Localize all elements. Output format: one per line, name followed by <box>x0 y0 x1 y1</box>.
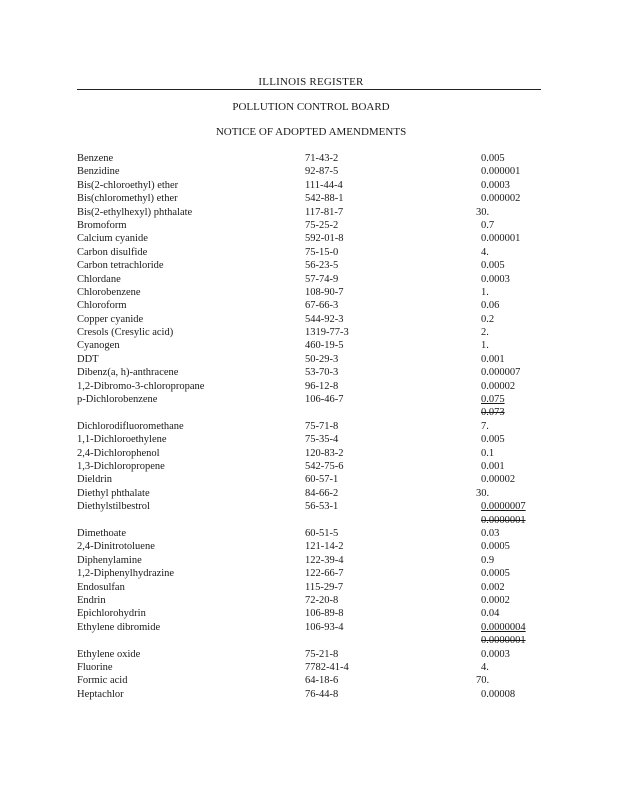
limit-value: 0.005 <box>481 153 505 164</box>
limit-value: 0.2 <box>481 313 495 325</box>
table-row <box>77 259 547 272</box>
table-row <box>77 473 547 486</box>
header-rule <box>77 89 541 90</box>
chemical-name: Dichlorodifluoromethane <box>77 420 184 432</box>
chemical-name: 1,1-Dichloroethylene <box>77 434 167 446</box>
cas-number: 592-01-8 <box>305 233 344 245</box>
cas-number: 108-90-7 <box>305 286 344 298</box>
cas-number: 64-18-6 <box>305 675 339 687</box>
table-row <box>77 433 547 446</box>
table-row <box>77 299 547 312</box>
chemical-name: Benzene <box>77 153 114 164</box>
cas-number: 60-57-1 <box>305 474 339 486</box>
limit-value: 0.00008 <box>481 688 516 700</box>
table-row <box>77 326 547 339</box>
chemical-name: Cyanogen <box>77 340 120 352</box>
table-row <box>77 540 547 553</box>
cas-number: 50-29-3 <box>305 353 339 365</box>
chemical-name: 1,3-Dichloropropene <box>77 461 165 472</box>
limit-value: 0.00002 <box>481 380 516 392</box>
chemical-name: Endosulfan <box>77 581 125 593</box>
notice-title: NOTICE OF ADOPTED AMENDMENTS <box>215 126 407 138</box>
table-row <box>77 487 547 500</box>
cas-number: 7782-41-4 <box>305 661 349 673</box>
limit-value <box>481 621 526 648</box>
agency-title: POLLUTION CONTROL BOARD <box>232 101 390 113</box>
table-row <box>77 152 547 165</box>
limit-value: 0.0005 <box>481 568 510 580</box>
cas-number: 75-35-4 <box>305 434 339 446</box>
chemical-name: Bromoform <box>77 219 127 231</box>
limit-value <box>481 393 505 420</box>
chemical-name: Diethyl phthalate <box>77 487 150 499</box>
cas-number: 115-29-7 <box>305 581 344 593</box>
table-row <box>77 165 547 178</box>
table-row <box>77 353 547 366</box>
limit-value: 0.000001 <box>481 233 521 245</box>
table-row <box>77 621 547 648</box>
limit-value: 1. <box>481 286 489 298</box>
chemical-table <box>77 152 547 701</box>
chemical-name: Calcium cyanide <box>77 233 148 245</box>
table-row <box>77 661 547 674</box>
table-row <box>77 594 547 607</box>
chemical-name: Dibenz(a, h)-anthracene <box>77 367 179 379</box>
chemical-name: Carbon disulfide <box>77 246 148 258</box>
cas-number: 92-87-5 <box>305 166 339 178</box>
table-row <box>77 313 547 326</box>
chemical-name: Ethylene oxide <box>77 648 141 660</box>
cas-number: 53-70-3 <box>305 367 339 379</box>
table-row <box>77 380 547 393</box>
limit-value: 7. <box>481 420 489 432</box>
limit-value: 30. <box>476 487 490 499</box>
table-row <box>77 688 547 701</box>
chemical-name: Chlorobenzene <box>77 286 141 298</box>
table-row <box>77 286 547 299</box>
limit-value: 4. <box>481 246 489 258</box>
deleted-value: 0.0000001 <box>481 635 526 647</box>
table-row <box>77 219 547 232</box>
chemical-name: 2,4-Dichlorophenol <box>77 447 160 459</box>
limit-value: 1. <box>481 340 489 352</box>
limit-value: 0.7 <box>481 219 495 231</box>
cas-number: 84-66-2 <box>305 487 339 499</box>
cas-number: 542-75-6 <box>305 461 344 472</box>
cas-number: 75-21-8 <box>305 648 339 660</box>
limit-value: 0.0003 <box>481 179 510 191</box>
amended-value: 0.075 <box>481 394 505 406</box>
limit-value: 0.000007 <box>481 367 521 379</box>
cas-number: 60-51-5 <box>305 527 339 539</box>
deleted-value: 0.0000001 <box>481 514 526 526</box>
cas-number: 106-89-8 <box>305 608 344 620</box>
chemical-name: Bis(2-ethylhexyl) phthalate <box>77 206 193 218</box>
table-row <box>77 393 547 420</box>
chemical-name: Fluorine <box>77 661 113 673</box>
limit-value: 0.005 <box>481 260 505 272</box>
table-row <box>77 339 547 352</box>
cas-number: 544-92-3 <box>305 313 344 325</box>
cas-number: 75-25-2 <box>305 219 339 231</box>
limit-value: 0.03 <box>481 527 500 539</box>
limit-value: 0.0002 <box>481 594 510 606</box>
chemical-name: DDT <box>77 353 99 365</box>
limit-value: 4. <box>481 661 489 673</box>
chemical-name: Diphenylamine <box>77 554 142 566</box>
chemical-name: 1,2-Dibromo-3-chloropropane <box>77 380 205 392</box>
limit-value: 0.0003 <box>481 273 510 285</box>
table-row <box>77 500 547 527</box>
limit-value: 0.001 <box>481 353 505 365</box>
amended-value: 0.0000007 <box>481 501 526 513</box>
chemical-name: Bis(2-chloroethyl) ether <box>77 179 179 191</box>
table-row <box>77 273 547 286</box>
table-row <box>77 179 547 192</box>
chemical-name: Diethylstilbestrol <box>77 501 150 513</box>
cas-number: 57-74-9 <box>305 273 339 285</box>
limit-value: 0.000001 <box>481 166 521 178</box>
chemical-name: Ethylene dibromide <box>77 621 161 633</box>
chemical-name: Endrin <box>77 594 106 606</box>
chemical-name: Bis(chloromethyl) ether <box>77 193 178 205</box>
chemical-name: Epichlorohydrin <box>77 608 146 620</box>
limit-value: 0.002 <box>481 581 505 593</box>
chemical-name: Formic acid <box>77 675 128 687</box>
table-row <box>77 648 547 661</box>
cas-number: 121-14-2 <box>305 541 344 553</box>
limit-value: 0.001 <box>481 461 505 472</box>
limit-value: 2. <box>481 327 489 339</box>
chemical-name: Copper cyanide <box>77 313 144 325</box>
chemical-name: Dimethoate <box>77 527 126 539</box>
cas-number: 76-44-8 <box>305 688 339 700</box>
chemical-name: Cresols (Cresylic acid) <box>77 327 174 339</box>
cas-number: 542-88-1 <box>305 193 344 205</box>
cas-number: 75-15-0 <box>305 246 339 258</box>
cas-number: 120-83-2 <box>305 447 344 459</box>
limit-value: 0.1 <box>481 447 495 459</box>
table-row <box>77 420 547 433</box>
register-title: ILLINOIS REGISTER <box>258 76 364 88</box>
limit-value: 0.0003 <box>481 648 510 660</box>
cas-number: 117-81-7 <box>305 206 344 218</box>
cas-number: 71-43-2 <box>305 153 339 164</box>
limit-value: 0.04 <box>481 608 500 620</box>
cas-number: 67-66-3 <box>305 300 339 312</box>
deleted-value: 0.073 <box>481 407 505 419</box>
limit-value: 0.06 <box>481 300 500 312</box>
chemical-name: Chlordane <box>77 273 121 285</box>
limit-value <box>481 500 526 527</box>
cas-number: 1319-77-3 <box>305 327 349 339</box>
table-row <box>77 192 547 205</box>
table-row <box>77 460 547 473</box>
limit-value: 0.005 <box>481 434 505 446</box>
cas-number: 96-12-8 <box>305 380 339 392</box>
cas-number: 106-46-7 <box>305 394 344 406</box>
chemical-name: Benzidine <box>77 166 120 178</box>
cas-number: 122-39-4 <box>305 554 344 566</box>
chemical-name: Dieldrin <box>77 474 112 486</box>
table-row <box>77 246 547 259</box>
table-row <box>77 607 547 620</box>
cas-number: 122-66-7 <box>305 568 344 580</box>
chemical-name: Carbon tetrachloride <box>77 260 164 272</box>
cas-number: 56-23-5 <box>305 260 339 272</box>
table-row <box>77 366 547 379</box>
limit-value: 70. <box>476 675 490 687</box>
table-row <box>77 581 547 594</box>
limit-value: 0.000002 <box>481 193 521 205</box>
limit-value: 0.0005 <box>481 541 510 553</box>
cas-number: 75-71-8 <box>305 420 339 432</box>
chemical-name: p-Dichlorobenzene <box>77 394 158 406</box>
cas-number: 111-44-4 <box>305 179 343 191</box>
chemical-name: 1,2-Diphenylhydrazine <box>77 568 175 580</box>
limit-value: 0.00002 <box>481 474 516 486</box>
cas-number: 72-20-8 <box>305 594 339 606</box>
table-row <box>77 674 547 687</box>
amended-value: 0.0000004 <box>481 621 526 633</box>
table-row <box>77 567 547 580</box>
chemical-name: Heptachlor <box>77 688 124 700</box>
chemical-name: 2,4-Dinitrotoluene <box>77 541 155 553</box>
cas-number: 106-93-4 <box>305 621 344 633</box>
limit-value: 0.9 <box>481 554 495 566</box>
cas-number: 460-19-5 <box>305 340 344 352</box>
limit-value: 30. <box>476 206 490 218</box>
cas-number: 56-53-1 <box>305 501 339 513</box>
table-row <box>77 554 547 567</box>
table-row <box>77 206 547 219</box>
table-row <box>77 447 547 460</box>
table-row <box>77 232 547 245</box>
table-row <box>77 527 547 540</box>
chemical-name: Chloroform <box>77 300 127 312</box>
